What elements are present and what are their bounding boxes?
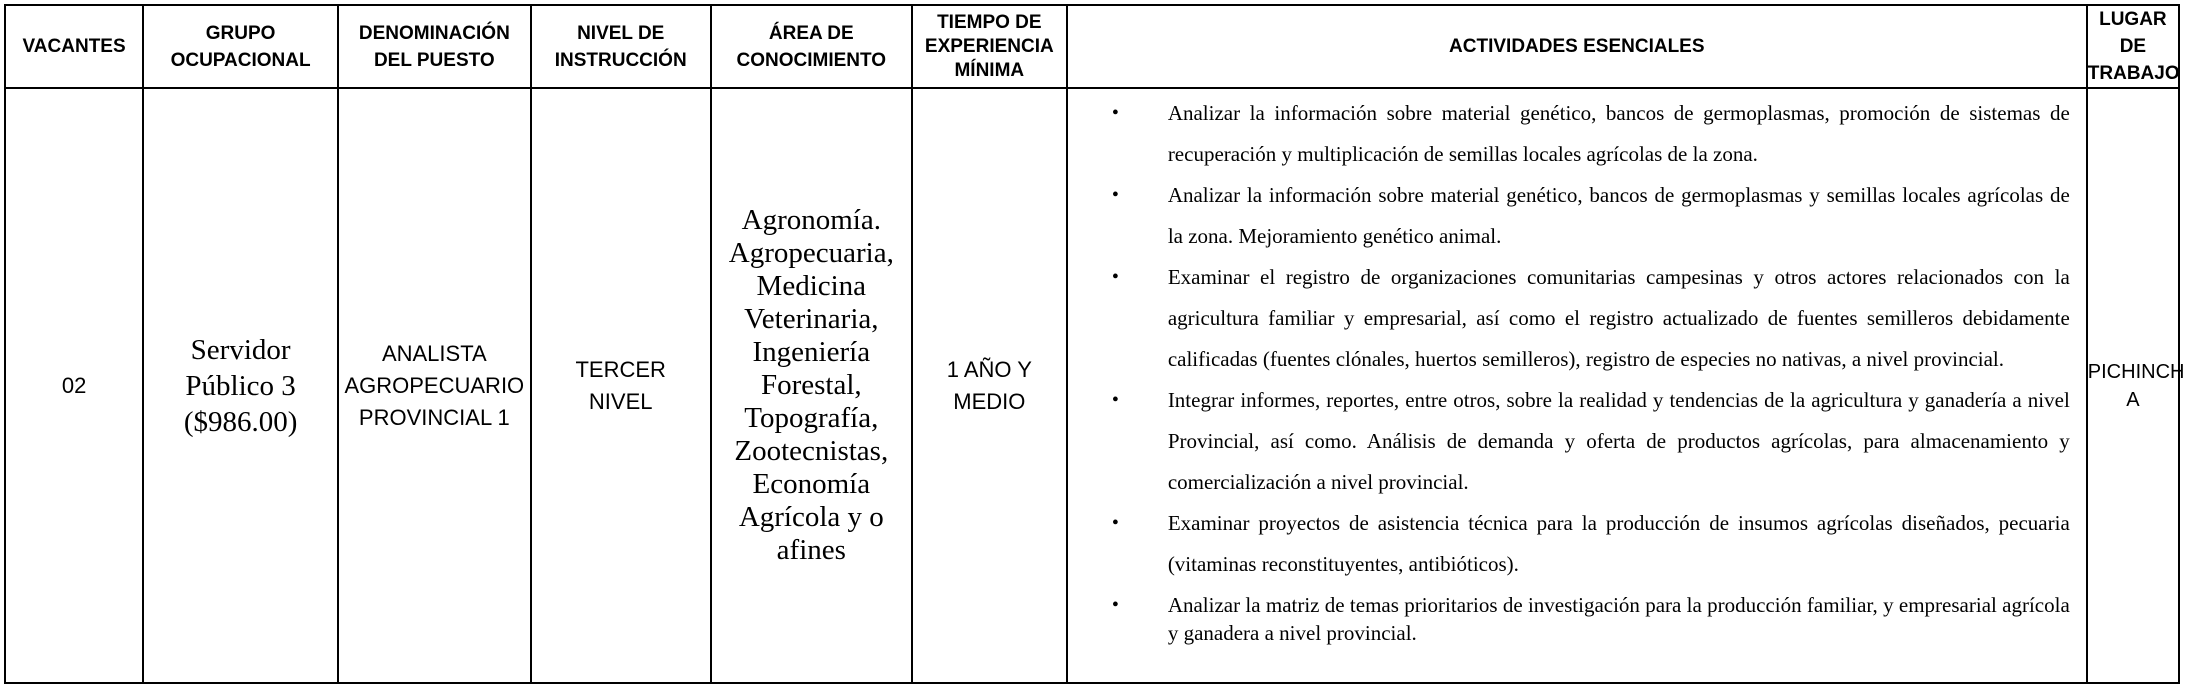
list-item: • Integrar informes, reportes, entre otros, sobre la realidad y tendencias de la agricultura y ganadería a nivel Provincial, así como. Análisis de demanda y oferta de productos agrícolas, para almacenamiento y comercialización a nivel provincial. [1076,380,2070,503]
list-item: • Examinar el registro de organizaciones comunitarias campesinas y otros actores relacionados con la agricultura familiar y empresarial, así como el registro actualizado de fuentes semilleros debidamente calificadas (fuentes clónales, huertos semilleros), registro de especies no nativas, a nivel provincial. [1076,257,2070,380]
header-denominacion: DENOMINACIÓN DEL PUESTO [338,5,531,88]
header-lugar-trabajo: LUGAR DE TRABAJO [2087,5,2179,88]
list-item: • Analizar la información sobre material genético, bancos de germoplasmas, promoción de sistemas de recuperación y multiplicación de semillas locales agrícolas de la zona. [1076,93,2070,175]
list-item: • Analizar la matriz de temas prioritarios de investigación para la producción familiar, y empresarial agrícola y ganadera a nivel provincial. [1076,591,2070,647]
table-row [5,88,2179,683]
cell-tiempo-experiencia: 1 AÑO Y MEDIO [912,88,1067,683]
job-vacancy-table [4,4,2185,684]
header-grupo-ocupacional: GRUPO OCUPACIONAL [143,5,338,88]
header-row [5,5,2179,88]
list-item: • Analizar la información sobre material genético, bancos de germoplasmas y semillas locales agrícolas de la zona. Mejoramiento genético animal. [1076,175,2070,257]
header-area-conocimiento: ÁREA DE CONOCIMIENTO [711,5,912,88]
header-nivel-instruccion: NIVEL DE INSTRUCCIÓN [531,5,711,88]
header-tiempo-experiencia: TIEMPO DE EXPERIENCIA MÍNIMA [912,5,1067,88]
list-item: • Examinar proyectos de asistencia técnica para la producción de insumos agrícolas diseñados, pecuaria (vitaminas reconstituyentes, antibióticos). [1076,503,2070,585]
cell-lugar-trabajo: PICHINCH A [2087,88,2179,683]
cell-area-conocimiento: Agronomía. Agropecuaria, Medicina Veterinaria, Ingeniería Forestal, Topografía, Zootecnistas, Economía Agrícola y o afines [711,88,912,683]
header-vacantes: VACANTES [5,5,143,88]
cell-nivel-instruccion: TERCER NIVEL [531,88,711,683]
cell-actividades [1067,88,2087,683]
activities-list [1076,93,2070,647]
cell-denominacion: ANALISTA AGROPECUARIO PROVINCIAL 1 [338,88,531,683]
cell-vacantes: 02 [5,88,143,683]
cell-grupo-ocupacional: Servidor Público 3 ($986.00) [143,88,338,683]
header-actividades: ACTIVIDADES ESENCIALES [1067,5,2087,88]
